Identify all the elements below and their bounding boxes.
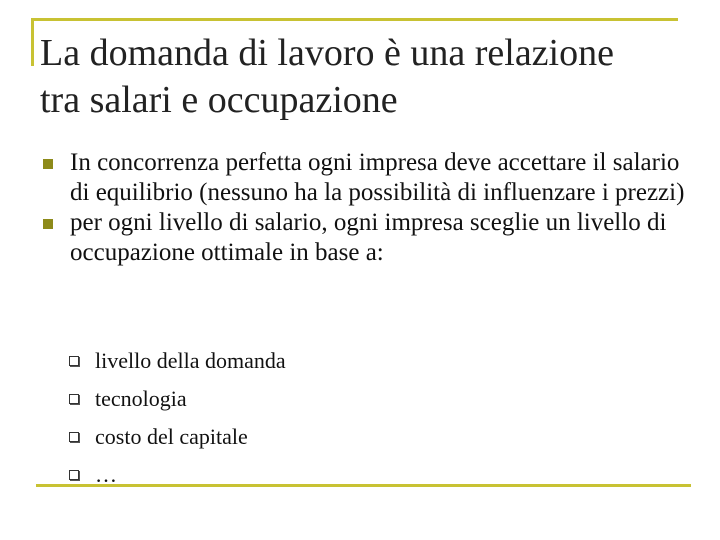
bullet-item: [0, 148, 720, 208]
sub-bullet-item: [0, 342, 720, 380]
sub-bullet-item: [0, 456, 720, 494]
frame-left-line: [31, 18, 34, 66]
hollow-square-bullet-icon: [69, 432, 79, 442]
slide-title-line-1: La domanda di lavoro è una relazione: [40, 32, 614, 74]
slide-title: [40, 30, 700, 124]
sub-bullet-item: [0, 418, 720, 456]
hollow-square-bullet-icon: [69, 470, 79, 480]
bullet-list: [0, 148, 720, 268]
sub-bullet-text: livello della domanda: [95, 348, 286, 373]
sub-bullet-text: …: [95, 462, 117, 487]
sub-bullet-text: costo del capitale: [95, 424, 248, 449]
square-bullet-icon: [43, 159, 53, 169]
hollow-square-bullet-icon: [69, 394, 79, 404]
sub-bullet-item: [0, 380, 720, 418]
bullet-text: In concorrenza perfetta ogni impresa deve accettare il salario di equilibrio (nessuno ha la possibilità di influenzare i prezzi): [70, 149, 685, 206]
sub-bullet-text: tecnologia: [95, 386, 187, 411]
bullet-item: [0, 208, 720, 268]
square-bullet-icon: [43, 219, 53, 229]
slide-title-line-2: tra salari e occupazione: [40, 79, 398, 121]
sub-bullet-list: [0, 342, 720, 494]
frame-top-line: [31, 18, 678, 21]
hollow-square-bullet-icon: [69, 356, 79, 366]
bullet-text: per ogni livello di salario, ogni impresa sceglie un livello di occupazione ottimale in base a:: [70, 209, 667, 266]
